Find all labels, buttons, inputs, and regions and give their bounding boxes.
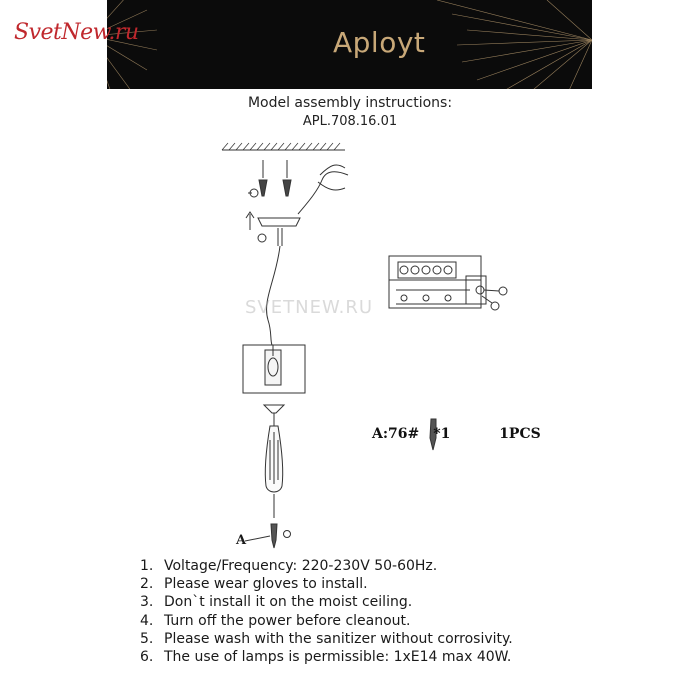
shade-connector <box>264 405 284 426</box>
glass-pendant <box>265 426 283 518</box>
wiring-diagram <box>389 256 507 310</box>
crystal-a <box>245 524 291 548</box>
ceiling-canopy <box>246 212 300 246</box>
part-ref: A:76# <box>372 426 420 442</box>
list-item: 3. Don`t install it on the moist ceiling. <box>140 594 413 611</box>
shop-logo[interactable]: SvetNew.ru <box>14 20 139 45</box>
list-item: 4. Turn off the power before cleanout. <box>140 612 411 629</box>
part-label-a: A <box>236 533 247 548</box>
ceiling <box>222 143 345 150</box>
brand-name: Aployt <box>333 26 426 59</box>
list-item: 6. The use of lamps is permissible: 1xE14 max 40W. <box>140 649 512 666</box>
mounting-screws <box>248 160 291 197</box>
list-item: 1. Voltage/Frequency: 220-230V 50-60Hz. <box>140 558 438 574</box>
list-item: 5. Please wash with the sanitizer without corrosivity. <box>140 630 513 647</box>
list-item: 2. Please wear gloves to install. <box>140 576 368 593</box>
part-pcs: 1PCS <box>499 426 541 442</box>
suspension-cable <box>267 246 280 345</box>
part-spec <box>372 426 541 442</box>
page-title: Model assembly instructions: <box>247 95 453 111</box>
instruction-list <box>140 557 513 666</box>
lamp-shade <box>243 345 305 393</box>
model-number: APL.708.16.01 <box>302 114 398 129</box>
supply-cable <box>298 165 348 214</box>
part-qty: *1 <box>433 426 451 442</box>
watermark: SVETNEW.RU <box>245 297 374 318</box>
